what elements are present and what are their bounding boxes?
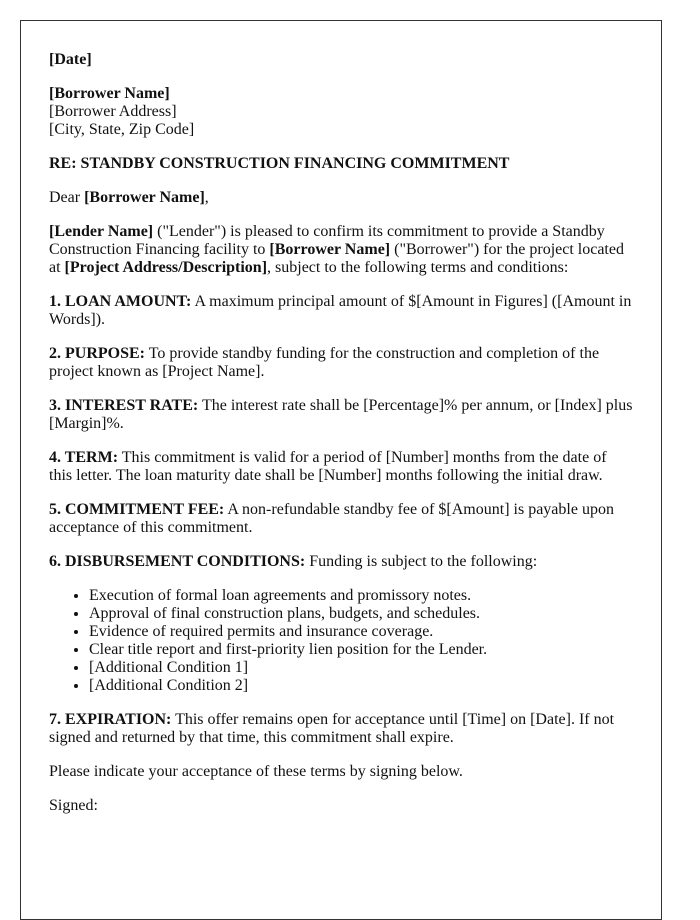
term-expiration [49, 711, 633, 747]
term-heading: 5. COMMITMENT FEE: [49, 501, 225, 518]
list-item: • Evidence of required permits and insurance coverage. [89, 623, 633, 641]
term-text: Funding is subject to the following: [305, 553, 538, 570]
salutation-name: [Borrower Name] [84, 189, 205, 206]
list-item: • Execution of formal loan agreements and promissory notes. [89, 587, 633, 605]
lender-name: [Lender Name] [49, 223, 154, 240]
list-item: • Approval of final construction plans, budgets, and schedules. [89, 605, 633, 623]
term-heading: 1. LOAN AMOUNT: [49, 293, 192, 310]
term-heading: 4. TERM: [49, 449, 119, 466]
term-text: A non-refundable standby fee of $[Amount] is payable upon acceptance of this commitment. [49, 501, 614, 536]
term-text: This offer remains open for acceptance until [Time] on [Date]. If not signed and returned by that time, this commitment shall expire. [49, 711, 615, 746]
subject-line [49, 155, 633, 173]
term-loan-amount [49, 293, 633, 329]
term-text: The interest rate shall be [Percentage]% per annum, or [Index] plus [Margin]%. [49, 397, 633, 432]
term-heading: 6. DISBURSEMENT CONDITIONS: [49, 553, 306, 570]
recipient-address: [Borrower Address] [49, 103, 177, 120]
subject-text: RE: STANDBY CONSTRUCTION FINANCING COMMITMENT [49, 155, 510, 172]
recipient-city-state-zip: [City, State, Zip Code] [49, 121, 195, 138]
term-duration [49, 449, 633, 485]
project-description: [Project Address/Description] [64, 259, 268, 276]
intro-text-1: ("Lender") is pleased to confirm its commitment to provide a Standby Construction Financing facility to [49, 223, 605, 258]
term-text: To provide standby funding for the construction and completion of the project known as [Project Name]. [49, 345, 600, 380]
intro-text-3: , subject to the following terms and conditions: [267, 259, 569, 276]
list-item: • [Additional Condition 2] [89, 677, 633, 695]
intro-text-2: ("Borrower") for the project located at [49, 241, 624, 276]
commitment-letter [20, 20, 662, 920]
document-viewport[interactable] [20, 20, 662, 814]
term-heading: 7. EXPIRATION: [49, 711, 172, 728]
disbursement-conditions-list [49, 587, 633, 695]
term-interest-rate [49, 397, 633, 433]
salutation-prefix: Dear [49, 189, 85, 206]
acceptance-prompt: Please indicate your acceptance of these terms by signing below. [49, 763, 463, 780]
salutation-suffix: , [204, 189, 209, 206]
salutation [49, 189, 633, 207]
term-purpose [49, 345, 633, 381]
letter-date [49, 51, 633, 69]
term-text: A maximum principal amount of $[Amount in Figures] ([Amount in Words]). [49, 293, 632, 328]
term-heading: 3. INTEREST RATE: [49, 397, 199, 414]
list-item: • [Additional Condition 1] [89, 659, 633, 677]
recipient-name: [Borrower Name] [49, 85, 170, 102]
term-disbursement-conditions [49, 553, 633, 571]
signature-label: Signed: [49, 797, 98, 814]
date-placeholder: [Date] [49, 51, 92, 68]
borrower-name: [Borrower Name] [269, 241, 391, 258]
list-item: • Clear title report and first-priority lien position for the Lender. [89, 641, 633, 659]
recipient-address-block [49, 85, 633, 139]
term-commitment-fee [49, 501, 633, 537]
term-heading: 2. PURPOSE: [49, 345, 145, 362]
term-text: This commitment is valid for a period of [Number] months from the date of this letter. The loan maturity date shall be [Number] months following the initial draw. [49, 449, 607, 484]
intro-paragraph [49, 223, 633, 277]
